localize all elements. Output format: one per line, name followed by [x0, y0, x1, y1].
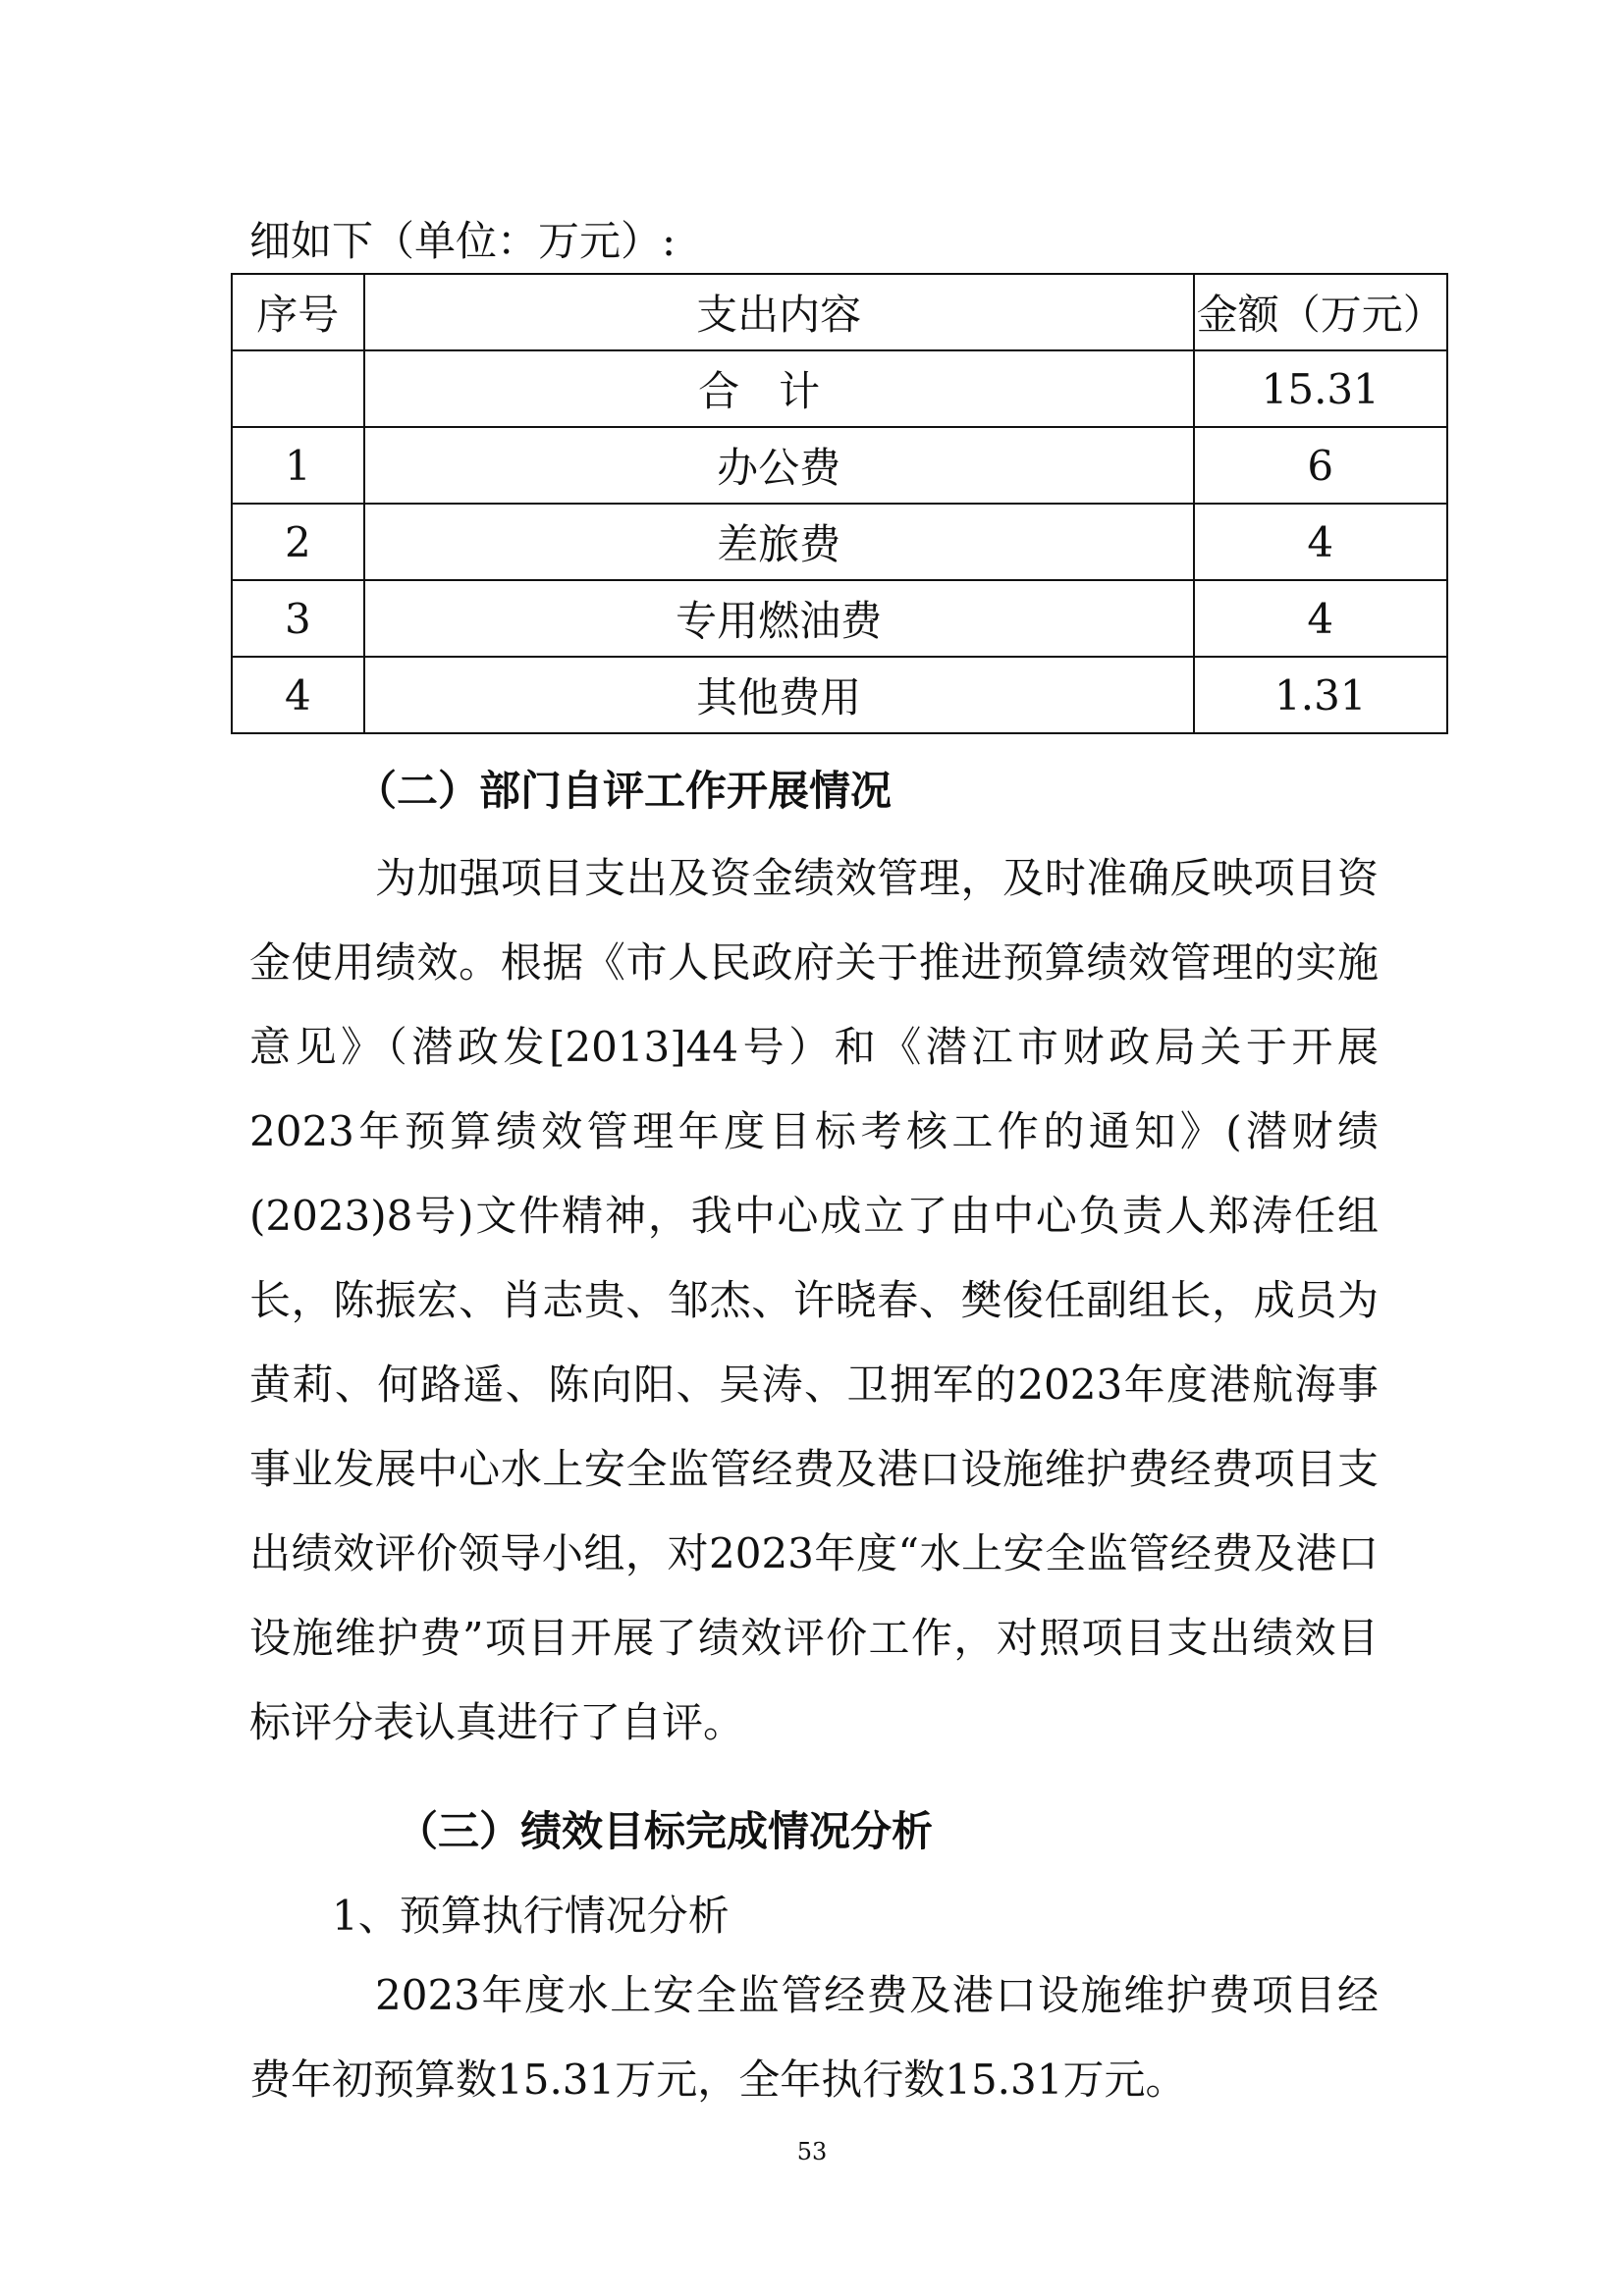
- table-total-row: [232, 350, 1447, 427]
- row-amount: 4: [1194, 504, 1447, 580]
- section3-heading: （三）绩效目标完成情况分析: [397, 1807, 934, 1855]
- header-index: 序号: [232, 274, 364, 350]
- section2-paragraph: 为加强项目支出及资金绩效管理，及时准确反映项目资金使用绩效。根据《市人民政府关于推进预算绩效管理的实施意见》（潜政发[2013]44号）和《潜江市财政局关于开展2023年预算绩效管理年度目标考核工作的通知》(潜财绩(2023)8号)文件精神，我中心成立了由中心负责人郑涛任组长，陈振宏、肖志贵、邹杰、许晓春、樊俊任副组长，成员为黄莉、何路遥、陈向阳、吴涛、卫拥军的2023年度港航海事事业发展中心水上安全监管经费及港口设施维护费经费项目支出绩效评价领导小组，对2023年度“水上安全监管经费及港口设施维护费”项目开展了绩效评价工作，对照项目支出绩效目标评分表认真进行了自评。: [249, 854, 1379, 1746]
- row-content: 专用燃油费: [364, 580, 1194, 657]
- row-index: 1: [232, 427, 364, 504]
- total-label: 合计: [364, 350, 1194, 427]
- table-row: [232, 580, 1447, 657]
- table-row: [232, 657, 1447, 733]
- row-amount: 4: [1194, 580, 1447, 657]
- row-content: 办公费: [364, 427, 1194, 504]
- row-content: 其他费用: [364, 657, 1194, 733]
- expense-table: [231, 273, 1448, 734]
- table-row: [232, 427, 1447, 504]
- intro-text: 细如下（单位：万元）:: [249, 217, 677, 265]
- section2-heading: （二）部门自评工作开展情况: [355, 767, 893, 815]
- row-amount: 1.31: [1194, 657, 1447, 733]
- row-index: 4: [232, 657, 364, 733]
- row-content: 差旅费: [364, 504, 1194, 580]
- row-index: 2: [232, 504, 364, 580]
- row-amount: 6: [1194, 427, 1447, 504]
- row-index: 3: [232, 580, 364, 657]
- page-number: 53: [796, 2138, 828, 2165]
- header-amount: 金额（万元）: [1194, 274, 1447, 350]
- table-header-row: [232, 274, 1447, 350]
- section3-subheading: 1、预算执行情况分析: [332, 1892, 730, 1940]
- table-row: [232, 504, 1447, 580]
- total-amount: 15.31: [1194, 350, 1447, 427]
- total-index: [232, 350, 364, 427]
- section3-paragraph: 2023年度水上安全监管经费及港口设施维护费项目经费年初预算数15.31万元，全年执行数15.31万元。: [249, 1971, 1379, 2104]
- header-content: 支出内容: [364, 274, 1194, 350]
